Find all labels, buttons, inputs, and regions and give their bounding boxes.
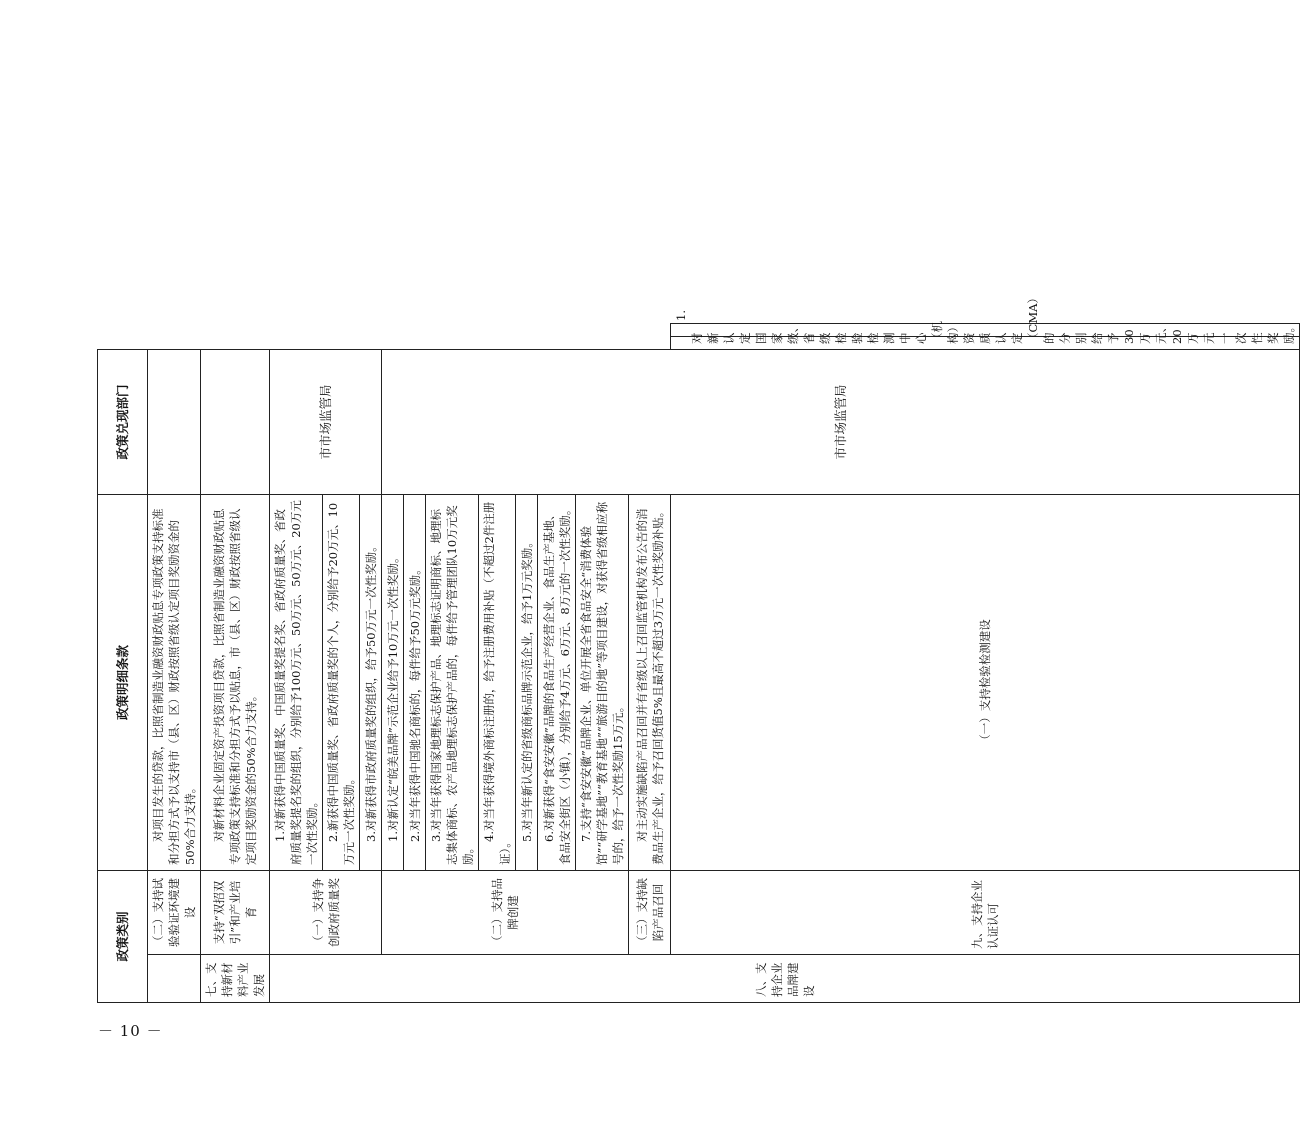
detail-cell: 3.对当年获得国家地理标志保护产品、地理标志证明商标、地理标志集体商标、农产品地理标志保护产品的，每件给予管理团队10万元奖励。 [426,494,479,870]
detail-cell: 对主动实施缺陷产品召回并有省级以上召回监管机构发布公告的消费品生产企业，给予召回货值5%且最高不超过3万元一次性奖励补贴。 [629,494,671,870]
subcategory-cell: （三）支持缺陷产品召回 [629,870,671,954]
detail-cell: 2.对当年获得中国驰名商标的，每件给予50万元奖励。 [404,494,426,870]
subcategory-cell: （一）支持争创政府质量奖 [270,870,382,954]
table-row [270,324,323,1003]
detail-cell: 3.对新获得市政府质量奖的组织，给予50万元一次性奖励。 [360,494,382,870]
detail-cell: 4.对当年获得境外商标注册的，给予注册费用补贴（不超过2件注册证）。 [479,494,516,870]
detail-cell: 5.对当年新认定的省级商标品牌示范企业，给予1万元奖励。 [516,494,538,870]
category-cell: 七、支持新材料产业发展 [201,955,270,1003]
detail-cell: 1.对新认定“皖美品牌”示范企业给予10万元一次性奖励。 [382,494,404,870]
department-cell-empty [201,349,270,494]
category-cell-empty [148,955,201,1003]
department-cell: 市市场监管局 [382,349,1300,494]
department-cell-empty [148,349,201,494]
category-cell: 八、支持企业品牌建设 [270,955,1300,1003]
header-department: 政策兑现部门 [98,349,148,494]
detail-cell: 1.对新认定国家级、省级检验检测中心（机构）资质认定（CMA）的分别给予30万元、20万元一次性奖励。 [671,337,1300,350]
table-row [148,324,201,1003]
header-category: 政策类别 [98,870,148,1002]
subcategory-cell: （二）支持试验验证环境建设 [148,870,201,954]
table-row [201,324,270,1003]
category-cell: 九、支持企业认证认可 [671,870,1300,954]
subcategory-cell: （一）支持检验检测建设 [671,494,1300,870]
subcategory-cell: （二）支持品牌创建 [382,870,629,954]
detail-cell: 6.对新获得“食安安徽”品牌的食品生产经营企业、食品生产基地、食品安全街区（小镇），分别给予4万元、6万元、8万元的一次性奖励。 [538,494,576,870]
detail-cell: 1.对新获得中国质量奖、中国质量奖提名奖、省政府质量奖、省政府质量奖提名奖的组织，分别给予100万元、50万元、50万元、20万元一次性奖励。 [270,494,323,870]
detail-cell: 对新材料企业固定资产投资项目贷款，比照省制造业融资财政贴息专项政策支持标准和分担方式予以贴息，市（县、区）财政按照省级认定项目奖励资金的50%合力支持。 [201,494,270,870]
department-cell: 市市场监管局 [270,349,382,494]
header-detail: 政策明细条款 [98,494,148,870]
table-row [382,324,404,1003]
subcategory-cell: 支持“双招双引”和产业培育 [201,870,270,954]
detail-cell: 对项目发生的贷款，比照省制造业融资财政贴息专项政策支持标准和分担方式予以支持市（县、区）财政按照省级认定项目奖励资金的50%合力支持。 [148,494,201,870]
policy-table [97,292,1300,1003]
policy-table-rotated [97,292,1296,1003]
detail-cell: 2.新获得中国质量奖、省政府质量奖的个人，分别给予20万元、10万元一次性奖励。 [323,494,360,870]
table-header-row [98,324,148,1003]
page-number: － 10 － [98,1022,163,1040]
detail-cell: 7.支持“食安安徽”品牌企业、单位开展全省食品安全“消费体验馆”“研学基地”“教育基地”“旅游目的地”等项目建设，对获得省级相应称号的，给予一次性奖励15万元。 [576,494,629,870]
